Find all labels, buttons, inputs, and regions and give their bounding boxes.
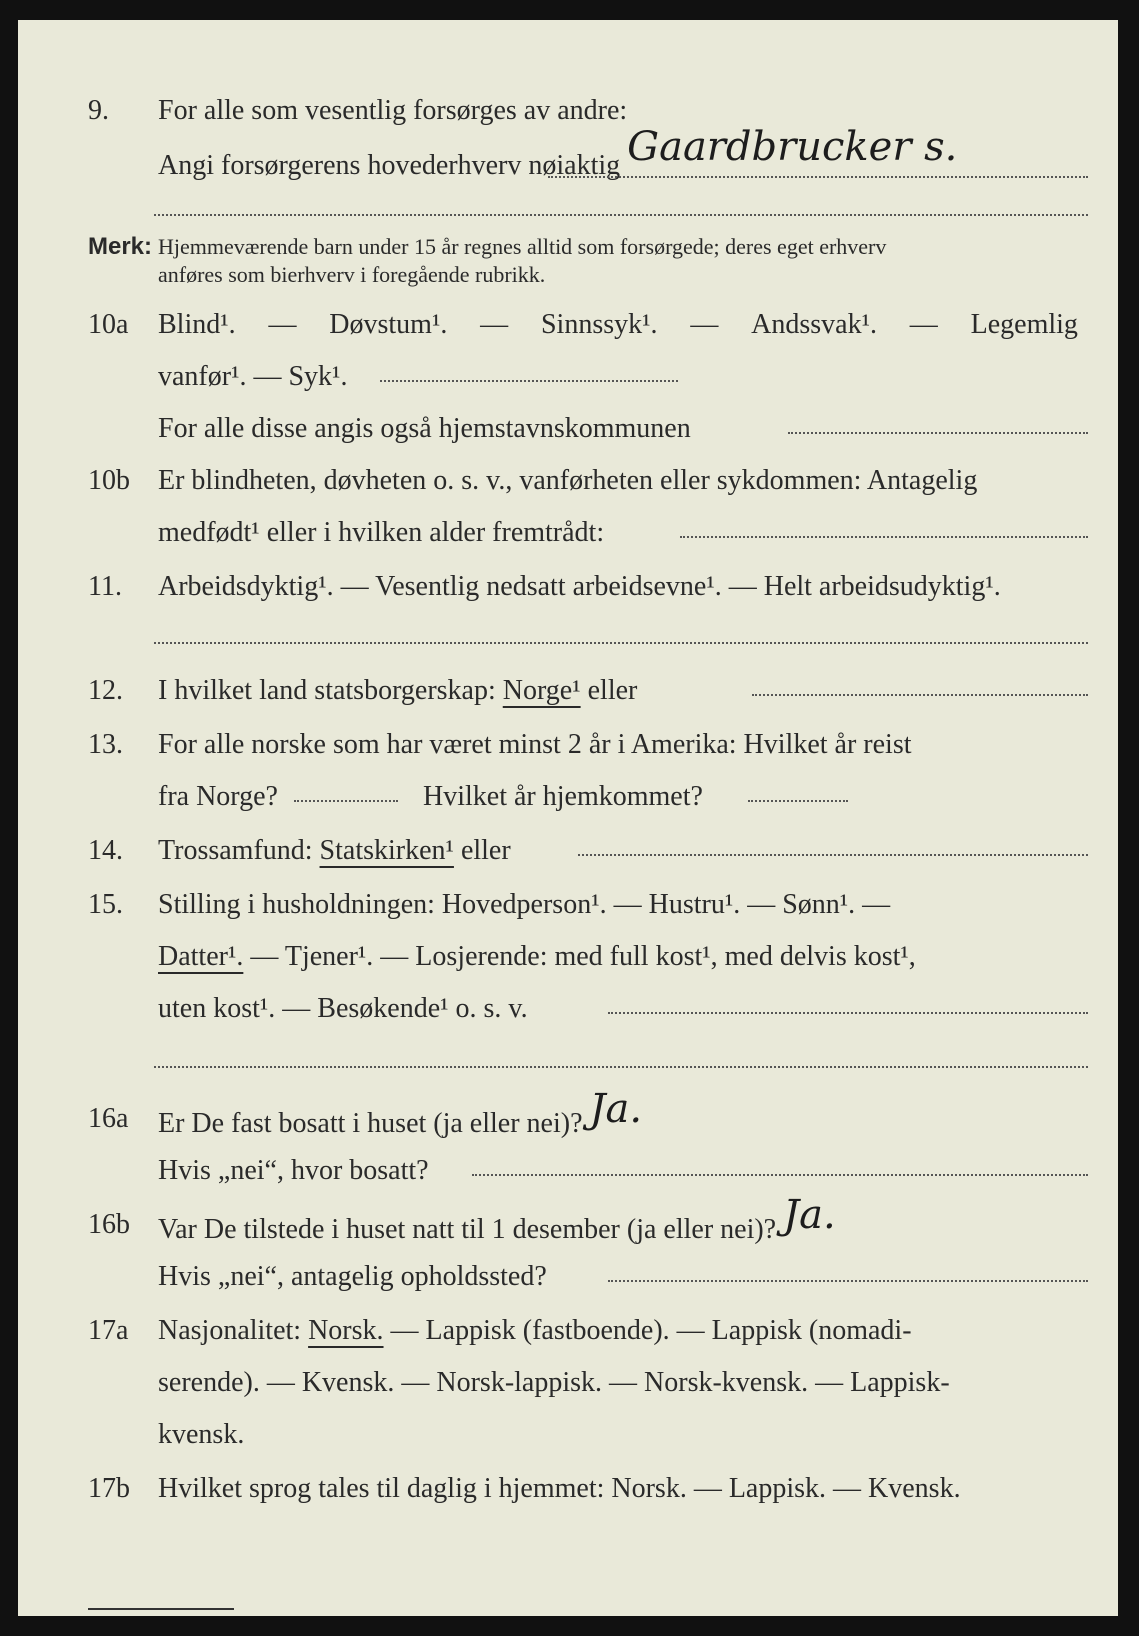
option-text: Legemlig (970, 309, 1078, 340)
option-text: — (909, 309, 938, 340)
question-number: 14. (88, 835, 123, 866)
note-text: Hjemmeværende barn under 15 år regnes alltid som forsørgede; deres eget erhverv (158, 234, 887, 259)
question-text: Er blindheten, døvheten o. s. v., vanførheten eller sykdommen: Antagelig (158, 465, 978, 496)
answer-line (380, 380, 678, 382)
answer-line (154, 214, 1088, 216)
question-text: Nasjonalitet: (158, 1315, 302, 1346)
answer-line (748, 800, 848, 802)
census-form-page (18, 20, 1118, 1616)
answer-line (680, 536, 1088, 538)
answer-line (608, 1280, 1088, 1282)
answer-line (472, 1174, 1088, 1176)
handwritten-answer[interactable]: Ja. (783, 1192, 836, 1238)
handwritten-answer[interactable]: Gaardbrucker s. (627, 124, 958, 170)
option-text: — (480, 309, 509, 340)
answer-line (154, 1066, 1088, 1068)
question-text: Hvis „nei“, antagelig opholdssted? (158, 1261, 547, 1292)
question-text: fra Norge? (158, 781, 278, 812)
answer-line (154, 642, 1088, 644)
question-number: 16b (88, 1209, 130, 1240)
question-number: 13. (88, 729, 123, 760)
question-text: uten kost¹. — Besøkende¹ o. s. v. (158, 993, 528, 1024)
question-number: 15. (88, 889, 123, 920)
question-text: vanfør¹. — Syk¹. (158, 361, 348, 392)
question-text: Trossamfund: (158, 835, 313, 866)
question-text: eller (587, 675, 638, 706)
question-number: 17b (88, 1473, 130, 1504)
question-text: eller (460, 835, 511, 866)
question-text: For alle som vesentlig forsørges av andre: (158, 95, 628, 126)
question-text: — Lappisk (fastboende). — Lappisk (nomadi- (390, 1315, 912, 1346)
question-text: Arbeidsdyktig¹. — Vesentlig nedsatt arbeidsevne¹. — Helt arbeidsudyktig¹. (158, 571, 1001, 602)
question-number: 12. (88, 675, 123, 706)
note-text: anføres som bierhverv i foregående rubrikk. (158, 262, 546, 287)
question-text: kvensk. (158, 1419, 245, 1450)
option-text: — (690, 309, 719, 340)
selected-option[interactable]: Datter¹. (158, 941, 244, 972)
question-text: For alle norske som har været minst 2 år i Amerika: Hvilket år reist (158, 729, 912, 760)
question-number: 11. (88, 571, 122, 602)
answer-line (578, 854, 1088, 856)
question-text: For alle disse angis også hjemstavnskommunen (158, 413, 691, 444)
answer-line (548, 176, 1088, 178)
handwritten-answer[interactable]: Ja. (589, 1086, 643, 1132)
question-number: 9. (88, 95, 109, 126)
question-text: medfødt¹ eller i hvilken alder fremtrådt: (158, 517, 605, 548)
answer-line (294, 800, 398, 802)
question-text: Hvilket år hjemkommet? (423, 781, 703, 812)
option-text: Andssvak¹. (751, 309, 877, 340)
question-text (158, 308, 1078, 342)
footnote-divider (88, 1608, 234, 1610)
selected-option[interactable]: Norsk. (308, 1315, 384, 1346)
answer-line (608, 1012, 1088, 1014)
question-text: serende). — Kvensk. — Norsk-lappisk. — Norsk-kvensk. — Lappisk- (158, 1367, 950, 1398)
question-text: Stilling i husholdningen: Hovedperson¹. — Hustru¹. — Sønn¹. — (158, 889, 891, 920)
question-text: Angi forsørgerens hovederhverv nøiaktig (158, 150, 621, 181)
question-text: Hvilket sprog tales til daglig i hjemmet: Norsk. — Lappisk. — Kvensk. (158, 1473, 961, 1504)
selected-option[interactable]: Statskirken¹ (319, 835, 454, 866)
option-text: Døvstum¹. (329, 309, 448, 340)
answer-line (752, 694, 1088, 696)
question-number: 16a (88, 1103, 129, 1134)
question-number: 10b (88, 465, 130, 496)
option-text: Sinnssyk¹. (540, 309, 658, 340)
question-number: 10a (88, 309, 129, 340)
question-text: I hvilket land statsborgerskap: (158, 675, 496, 706)
question-number: 17a (88, 1315, 129, 1346)
question-text: Er De fast bosatt i huset (ja eller nei)? (158, 1108, 583, 1139)
question-text: — Tjener¹. — Losjerende: med full kost¹, med delvis kost¹, (250, 941, 916, 972)
question-text: Var De tilstede i huset natt til 1 desember (ja eller nei)? (158, 1214, 777, 1245)
option-text: Blind¹. (158, 309, 236, 340)
option-text: — (268, 309, 297, 340)
selected-option[interactable]: Norge¹ (502, 675, 581, 706)
question-text: Hvis „nei“, hvor bosatt? (158, 1155, 429, 1186)
note-label: Merk: (88, 233, 153, 260)
answer-line (788, 432, 1088, 434)
